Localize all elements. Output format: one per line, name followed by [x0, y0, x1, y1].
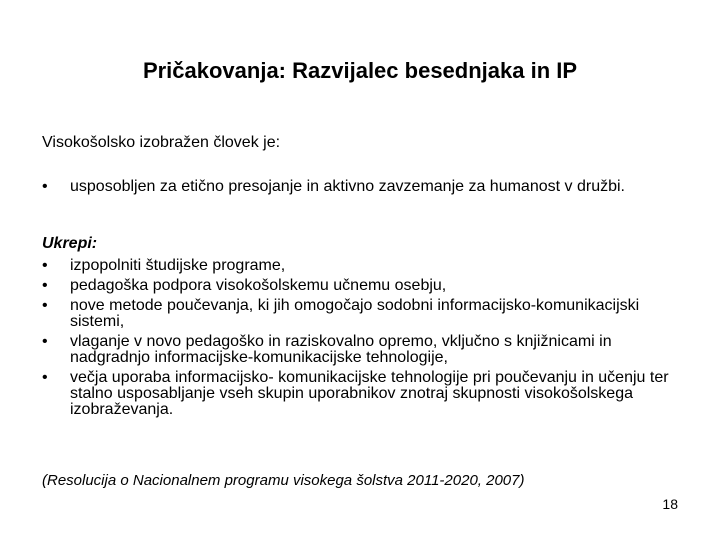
list-item	[42, 334, 682, 366]
bullet-marker: •	[42, 369, 48, 386]
step-text: večja uporaba informacijsko- komunikacijske tehnologije pri poučevanju in učenju ter stalno usposabljanje vseh skupin uporabnikov znotraj skupnosti visokošolskega izobraževanja.	[70, 369, 669, 418]
list-item	[42, 178, 682, 195]
step-text: vlaganje v novo pedagoško in raziskovalno opremo, vključno s knjižnicami in nadgradnjo informacijske-komunikacijske tehnologije,	[70, 333, 612, 366]
bullet-marker: •	[42, 297, 48, 314]
steps-heading: Ukrepi:	[42, 235, 98, 252]
steps-list	[42, 258, 682, 422]
list-item	[42, 298, 682, 330]
bullet-marker: •	[42, 178, 48, 195]
list-item	[42, 370, 682, 418]
list-item	[42, 258, 682, 274]
bullet-marker: •	[42, 257, 48, 274]
bullet-marker: •	[42, 277, 48, 294]
citation: (Resolucija o Nacionalnem programu visokega šolstva 2011-2020, 2007)	[42, 472, 525, 489]
page-number: 18	[662, 496, 678, 512]
list-item	[42, 278, 682, 294]
bullet-marker: •	[42, 333, 48, 350]
step-text: nove metode poučevanja, ki jih omogočajo sodobni informacijsko-komunikacijski sistemi,	[70, 297, 640, 330]
intro-bullet-list	[42, 178, 682, 195]
step-text: pedagoška podpora visokošolskemu učnemu osebju,	[70, 277, 447, 294]
intro-text: Visokošolsko izobražen človek je:	[42, 134, 281, 151]
step-text: izpopolniti študijske programe,	[70, 257, 286, 274]
slide-title: Pričakovanja: Razvijalec besednjaka in IP	[142, 58, 578, 83]
bullet-text: usposobljen za etično presojanje in aktivno zavzemanje za humanost v družbi.	[70, 178, 625, 195]
